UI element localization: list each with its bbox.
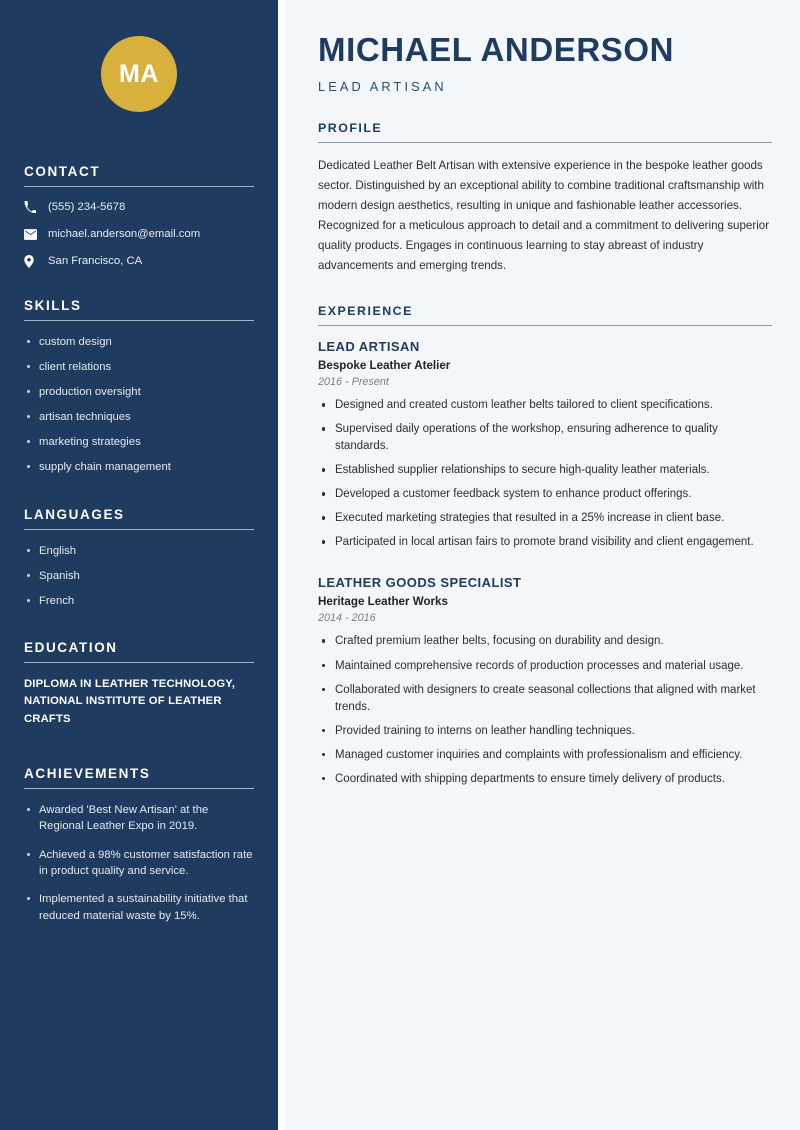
list-item: Coordinated with shipping departments to ensure timely delivery of products. bbox=[318, 771, 772, 788]
education-entry: DIPLOMA IN LEATHER TECHNOLOGY, NATIONAL INSTITUTE OF LEATHER CRAFTS bbox=[24, 678, 235, 725]
education-heading: EDUCATION bbox=[24, 640, 118, 656]
sidebar-section-skills bbox=[24, 298, 254, 475]
avatar-container bbox=[24, 0, 254, 112]
phone-icon bbox=[24, 200, 41, 214]
list-item: English bbox=[24, 543, 254, 559]
list-item: Managed customer inquiries and complaints with professionalism and efficiency. bbox=[318, 747, 772, 764]
experience-heading: EXPERIENCE bbox=[318, 303, 413, 318]
contact-location-value: San Francisco, CA bbox=[48, 255, 143, 267]
resume-header bbox=[318, 33, 772, 94]
list-item: French bbox=[24, 593, 254, 609]
experience-dates: 2016 - Present bbox=[318, 376, 389, 389]
list-item: Crafted premium leather belts, focusing on durability and design. bbox=[318, 633, 772, 650]
list-item: Supervised daily operations of the workshop, ensuring adherence to quality standards. bbox=[318, 421, 772, 455]
experience-bullet-list bbox=[318, 397, 772, 551]
main-section-experience bbox=[318, 304, 772, 788]
languages-heading: LANGUAGES bbox=[24, 507, 125, 523]
main-content bbox=[286, 0, 800, 1130]
main-section-profile bbox=[318, 121, 772, 276]
languages-list bbox=[24, 543, 254, 609]
skills-list bbox=[24, 334, 254, 475]
page-title: MICHAEL ANDERSON bbox=[318, 31, 675, 68]
sidebar-section-languages bbox=[24, 507, 254, 609]
contact-item-phone[interactable] bbox=[24, 200, 254, 214]
location-pin-icon bbox=[24, 254, 41, 268]
list-item: Implemented a sustainability initiative that reduced material waste by 15%. bbox=[24, 891, 254, 924]
sidebar-section-education bbox=[24, 640, 254, 727]
job-role-subtitle: LEAD ARTISAN bbox=[318, 78, 447, 94]
skills-heading: SKILLS bbox=[24, 298, 82, 313]
list-item: Participated in local artisan fairs to promote brand visibility and client engagement. bbox=[318, 534, 772, 551]
list-item: Collaborated with designers to create seasonal collections that aligned with market trends. bbox=[318, 682, 772, 716]
list-item: supply chain management bbox=[24, 459, 254, 475]
envelope-icon bbox=[24, 227, 41, 241]
list-item: Spanish bbox=[24, 568, 254, 584]
experience-divider bbox=[318, 325, 772, 326]
contact-item-email[interactable] bbox=[24, 227, 254, 241]
list-item: Achieved a 98% customer satisfaction rate in product quality and service. bbox=[24, 847, 254, 880]
contact-divider bbox=[24, 186, 254, 187]
education-divider bbox=[24, 662, 254, 663]
list-item: marketing strategies bbox=[24, 434, 254, 450]
list-item: custom design bbox=[24, 334, 254, 350]
experience-job-title: LEAD ARTISAN bbox=[318, 339, 420, 355]
list-item: Provided training to interns on leather handling techniques. bbox=[318, 723, 772, 740]
list-item: artisan techniques bbox=[24, 409, 254, 425]
list-item: production oversight bbox=[24, 384, 254, 400]
experience-entry bbox=[318, 575, 772, 787]
list-item: Awarded 'Best New Artisan' at the Regional Leather Expo in 2019. bbox=[24, 802, 254, 835]
profile-heading: PROFILE bbox=[318, 120, 383, 135]
list-item: Designed and created custom leather belts tailored to client specifications. bbox=[318, 397, 772, 414]
list-item: Established supplier relationships to secure high-quality leather materials. bbox=[318, 462, 772, 479]
languages-divider bbox=[24, 529, 254, 530]
list-item: Executed marketing strategies that resulted in a 25% increase in client base. bbox=[318, 510, 772, 527]
profile-text: Dedicated Leather Belt Artisan with extensive experience in the bespoke leather goods sector. Distinguished by an exceptional ability to combine traditional craftsmanship with modern design aesthetics, resulting in unique and fashionable leather accessories. Recognized for a meticulous approach to detail and a commitment to delivering superior quality products. Engages in continuous learning to stay abreast of industry advancements and emerging trends. bbox=[318, 159, 770, 273]
experience-company: Heritage Leather Works bbox=[318, 595, 448, 609]
experience-entry bbox=[318, 339, 772, 551]
profile-divider bbox=[318, 142, 772, 143]
experience-bullet-list bbox=[318, 633, 772, 787]
experience-job-title: LEATHER GOODS SPECIALIST bbox=[318, 575, 522, 591]
achievements-list bbox=[24, 802, 254, 924]
contact-heading: CONTACT bbox=[24, 164, 101, 179]
sidebar-section-achievements bbox=[24, 766, 254, 924]
achievements-heading: ACHIEVEMENTS bbox=[24, 765, 151, 781]
list-item: Developed a customer feedback system to enhance product offerings. bbox=[318, 486, 772, 503]
sidebar bbox=[0, 0, 278, 1130]
avatar bbox=[101, 36, 177, 112]
sidebar-main-gap bbox=[278, 0, 286, 1130]
list-item: client relations bbox=[24, 359, 254, 375]
contact-item-location[interactable] bbox=[24, 254, 254, 268]
experience-dates: 2014 - 2016 bbox=[318, 612, 376, 625]
experience-company: Bespoke Leather Atelier bbox=[318, 359, 451, 373]
avatar-initials: MA bbox=[119, 59, 159, 88]
list-item: Maintained comprehensive records of production processes and material usage. bbox=[318, 658, 772, 675]
sidebar-section-contact bbox=[24, 164, 254, 268]
contact-phone-value: (555) 234-5678 bbox=[48, 201, 126, 213]
achievements-divider bbox=[24, 788, 254, 789]
contact-email-value: michael.anderson@email.com bbox=[48, 228, 201, 240]
skills-divider bbox=[24, 320, 254, 321]
